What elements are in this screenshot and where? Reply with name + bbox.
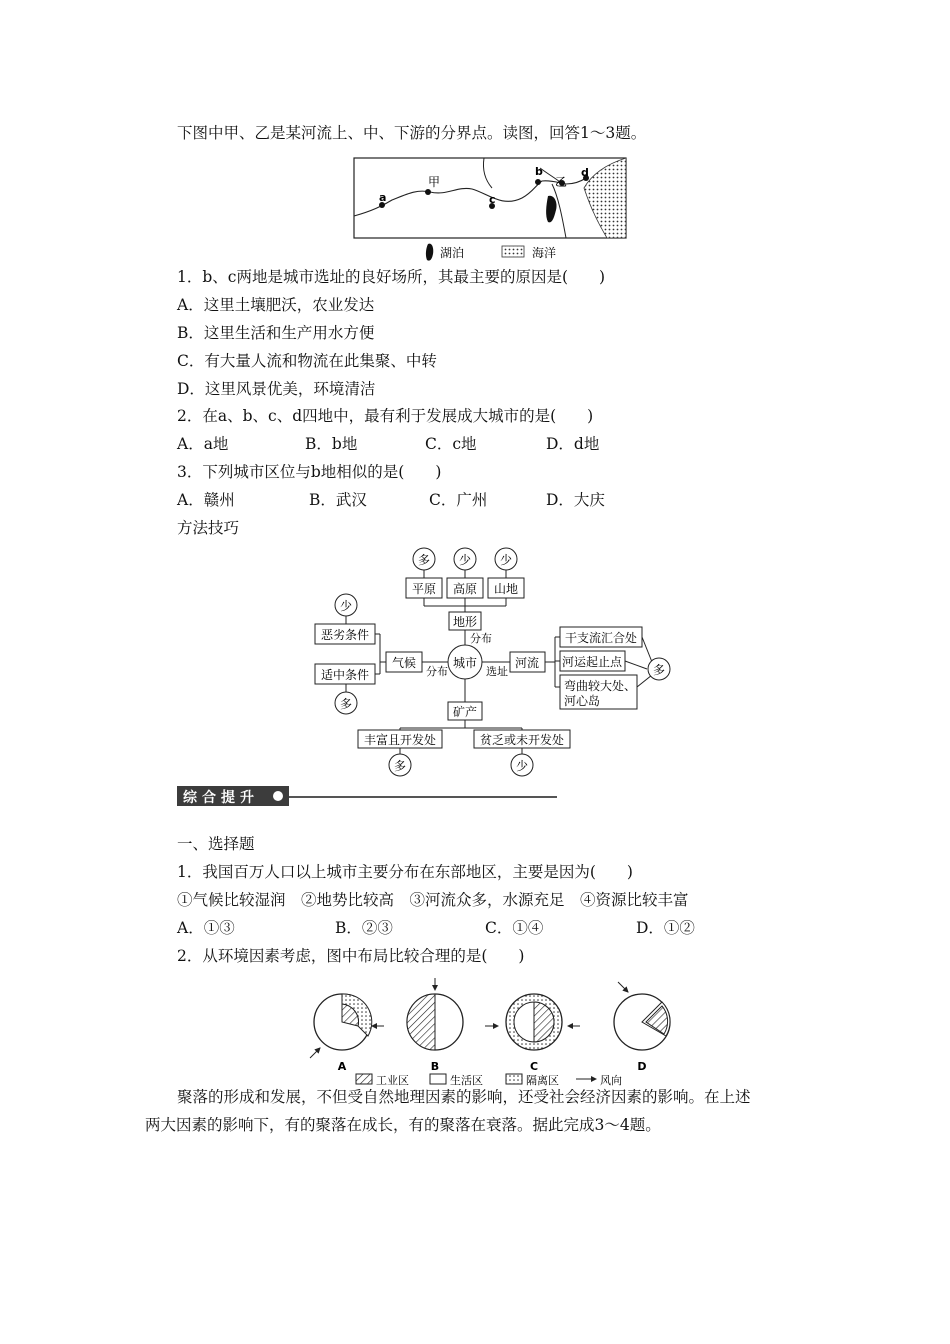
label-climate: 气候 (391, 656, 417, 670)
p1-statements: ①气候比较湿润 ②地势比较高 ③河流众多，水源充足 ④资源比较丰富 (177, 891, 689, 909)
diagram-d (614, 982, 670, 1073)
layout-diagram (300, 974, 680, 1090)
part1-title: 一、选择题 (177, 835, 255, 853)
q3-option-b[interactable]: B．武汉 (309, 491, 367, 509)
legend-lake-icon (426, 244, 433, 261)
p2-stem: 2．从环境因素考虑，图中布局比较合理的是( ) (177, 947, 525, 965)
point-jia (425, 189, 431, 195)
legend-lake-label: 湖泊 (440, 246, 465, 260)
tag-moderate: 多 (339, 697, 353, 711)
label-terrain: 地形 (452, 615, 478, 629)
q2-stem: 2．在a、b、c、d四地中，最有利于发展成大城市的是( ) (177, 407, 594, 425)
legend-sea-icon (502, 246, 524, 257)
link-terrain: 分布 (470, 632, 492, 645)
point-b (535, 179, 541, 185)
legend-residential-label: 生活区 (450, 1074, 483, 1087)
closing-line-1: 聚落的形成和发展，不但受自然地理因素的影响，还受社会经济因素的影响。在上述 (177, 1088, 751, 1106)
tag-river: 多 (652, 663, 666, 677)
tag-poor: 少 (515, 759, 529, 773)
q1-option-c[interactable]: C．有大量人流和物流在此集聚、中转 (177, 352, 437, 370)
p1-option-d[interactable]: D．①② (636, 919, 695, 937)
label-center: 城市 (452, 656, 478, 670)
label-waterway: 河运起止点 (561, 655, 623, 669)
q1-option-b[interactable]: B．这里生活和生产用水方便 (177, 324, 375, 342)
location-mindmap (300, 544, 690, 780)
label-poor: 贫乏或未开发处 (479, 733, 565, 747)
river-map (352, 156, 630, 266)
legend-industrial-icon (356, 1074, 372, 1084)
diagram-label-b: B (430, 1060, 440, 1073)
label-mineral: 矿产 (452, 705, 478, 719)
diagram-label-c: C (529, 1060, 539, 1073)
label-river: 河流 (514, 656, 540, 670)
legend-buffer-label: 隔离区 (526, 1074, 559, 1087)
legend-buffer-icon (506, 1074, 522, 1084)
method-title: 方法技巧 (177, 519, 240, 537)
q1-option-d[interactable]: D．这里风景优美，环境清洁 (177, 380, 376, 398)
label-a: a (379, 191, 387, 204)
diagram-c (485, 994, 580, 1073)
label-jia: 甲 (428, 175, 441, 189)
section-banner-label: 综合提升 (183, 790, 259, 806)
p1-stem: 1．我国百万人口以上城市主要分布在东部地区，主要是因为( ) (177, 863, 633, 881)
legend-industrial-label: 工业区 (376, 1074, 409, 1087)
q3-option-c[interactable]: C．广州 (429, 491, 488, 509)
link-river: 选址 (486, 665, 508, 678)
diagram-label-a: A (337, 1060, 347, 1073)
link-climate: 分布 (426, 665, 448, 678)
label-mountain: 山地 (493, 582, 519, 596)
label-b: b (535, 165, 543, 178)
q2-option-c[interactable]: C．c地 (425, 435, 477, 453)
section-rule (289, 796, 557, 798)
q1-option-a[interactable]: A．这里土壤肥沃，农业发达 (177, 296, 375, 314)
legend-residential-icon (430, 1074, 446, 1084)
label-bend-2: 河心岛 (564, 694, 601, 708)
legend-wind-label: 风向 (600, 1074, 622, 1087)
p1-option-b[interactable]: B．②③ (335, 919, 393, 937)
q3-option-d[interactable]: D．大庆 (546, 491, 605, 509)
q2-option-b[interactable]: B．b地 (305, 435, 358, 453)
q2-option-a[interactable]: A．a地 (177, 435, 229, 453)
p1-option-a[interactable]: A．①③ (177, 919, 235, 937)
q3-stem: 3．下列城市区位与b地相似的是( ) (177, 463, 442, 481)
legend-sea-label: 海洋 (532, 246, 557, 260)
diagram-label-d: D (637, 1060, 647, 1073)
label-plain: 平原 (411, 582, 437, 596)
label-rich: 丰富且开发处 (363, 733, 437, 747)
label-bend-1: 弯曲较大处、 (564, 679, 637, 693)
label-harsh: 恶劣条件 (320, 628, 370, 642)
label-moderate: 适中条件 (320, 668, 370, 682)
intro-text: 下图中甲、乙是某河流上、中、下游的分界点。读图，回答1～3题。 (177, 124, 647, 142)
diagram-b (407, 978, 463, 1073)
tag-plateau: 少 (458, 553, 472, 567)
closing-line-2: 两大因素的影响下，有的聚落在成长，有的聚落在衰落。据此完成3～4题。 (145, 1116, 661, 1134)
p1-option-c[interactable]: C．①④ (485, 919, 544, 937)
label-d: d (581, 166, 589, 179)
bullet-icon (273, 791, 283, 801)
label-c: c (489, 193, 496, 206)
q1-stem: 1．b、c两地是城市选址的良好场所，其最主要的原因是( ) (177, 268, 606, 286)
q3-option-a[interactable]: A．赣州 (177, 491, 235, 509)
label-yi: 乙 (555, 175, 568, 189)
tag-plain: 多 (417, 553, 431, 567)
tag-harsh: 少 (339, 599, 353, 613)
tag-mountain: 少 (499, 553, 513, 567)
tag-rich: 多 (393, 759, 407, 773)
label-plateau: 高原 (452, 582, 478, 596)
diagram-a (310, 994, 384, 1073)
label-confluence: 干支流汇合处 (564, 631, 638, 645)
section-banner (177, 786, 289, 806)
q2-option-d[interactable]: D．d地 (546, 435, 600, 453)
